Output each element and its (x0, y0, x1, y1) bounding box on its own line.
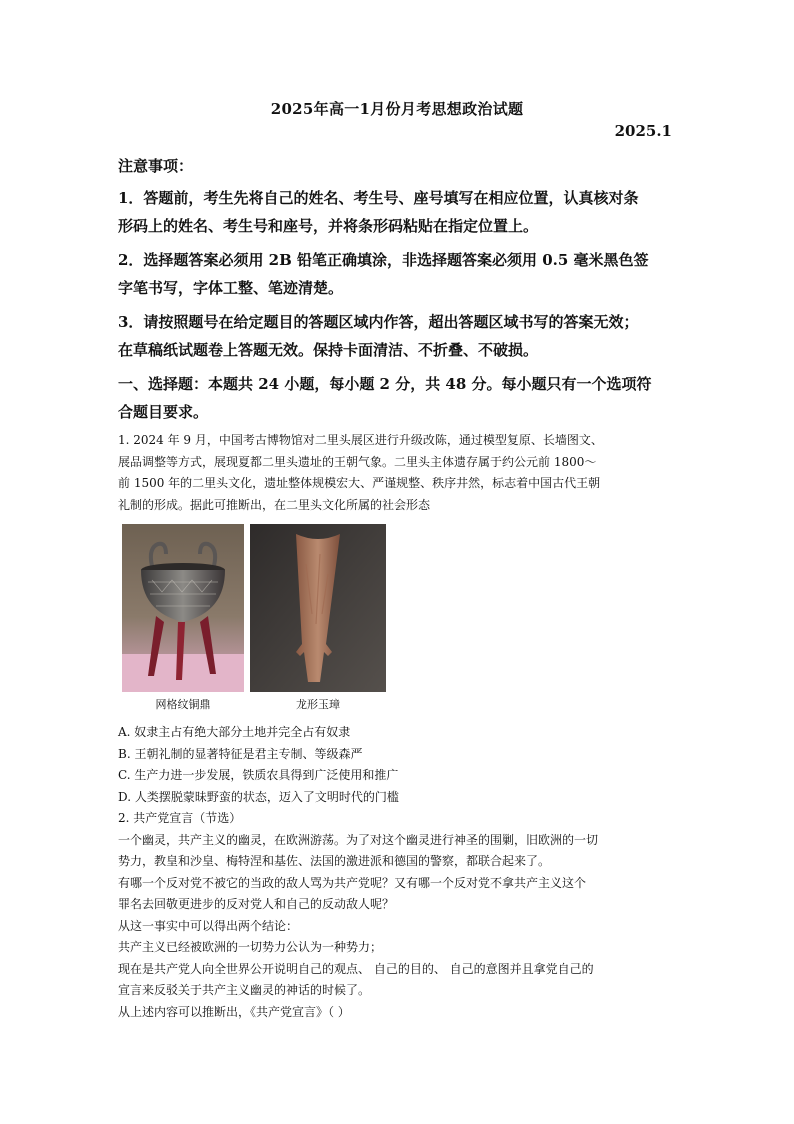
question-2-line-6: 从这一事实中可以得出两个结论： (118, 918, 299, 933)
question-1-stem (118, 430, 682, 516)
notice-item-1 (118, 184, 682, 240)
question-1-line-1: 1. 2024 年 9 月，中国考古博物馆对二里头展区进行升级改陈，通过模型复原、长墙图文、 (118, 433, 603, 447)
option-d: D. 人类摆脱蒙昧野蛮的状态，迈入了文明时代的门槛 (118, 789, 399, 804)
question-2-stem (118, 808, 682, 1023)
question-2-line-4: 有哪一个反对党不被它的当政的敌人骂为共产党呢？又有哪一个反对党不拿共产主义这个 (118, 875, 587, 890)
question-2-line-10: 从上述内容可以推断出，《共产党宣言》（ ） (118, 1004, 350, 1019)
question-2-line-3: 势力，教皇和沙皇、梅特涅和基佐、法国的激进派和德国的警察，都联合起来了。 (118, 854, 551, 868)
bronze-ding-image (122, 524, 244, 692)
question-1-line-3: 前 1500 年的二里头文化，遗址整体规模宏大、严谨规整、秩序井然，标志着中国古代王朝 (118, 476, 601, 490)
notice-item-1-line-2: 形码上的姓名、考生号和座号，并将条形码粘贴在指定位置上。 (118, 217, 539, 235)
option-a: A. 奴隶主占有绝大部分土地并完全占有奴隶 (118, 725, 351, 739)
exam-date: 2025.1 (614, 122, 672, 140)
section-heading-line-2: 合题目要求。 (118, 403, 209, 421)
question-2-line-5: 罪名去回敬更进步的反对党人和自己的反动敌人呢？ (118, 897, 395, 911)
jade-zhang-image (250, 524, 386, 692)
question-2-line-2: 一个幽灵，共产主义的幽灵，在欧洲游荡。为了对这个幽灵进行神圣的围剿，旧欧洲的一切 (118, 832, 599, 847)
notice-item-1-line-1: 1．答题前，考生先将自己的姓名、考生号、座号填写在相应位置，认真核对条 (118, 189, 639, 207)
question-1-line-2: 展品调整等方式，展现夏都二里头遗址的王朝气象。二里头主体遗存属于约公元前 1800～ (118, 454, 597, 469)
question-2-line-8: 现在是共产党人向全世界公开说明自己的观点、 自己的目的、 自己的意图并且拿党自己的 (118, 961, 594, 976)
section-heading-line-1: 一、选择题：本题共 24 小题，每小题 2 分，共 48 分。每小题只有一个选项符 (118, 375, 652, 393)
notice-item-2 (118, 246, 682, 302)
notice-item-3-line-1: 3．请按照题号在给定题目的答题区域内作答，超出答题区域书写的答案无效； (118, 313, 639, 331)
question-2-line-9: 宣言来反驳关于共产主义幽灵的神话的时候了。 (118, 983, 371, 997)
question-2-line-1: 2. 共产党宣言（节选） (118, 811, 242, 825)
section-heading (118, 370, 682, 426)
notice-item-2-line-2: 字笔书写，字体工整、笔迹清楚。 (118, 279, 344, 297)
question-1-line-4: 礼制的形成。据此可推断出，在二里头文化所属的社会形态 (118, 497, 431, 512)
page-title: 2025年高一1月份月考思想政治试题 (270, 100, 524, 118)
option-c: C. 生产力进一步发展，铁质农具得到广泛使用和推广 (118, 768, 399, 782)
figure-2-caption: 龙形玉璋 (296, 698, 340, 711)
question-2-line-7: 共产主义已经被欧洲的一切势力公认为一种势力； (118, 940, 383, 954)
question-1-options (118, 722, 682, 808)
figure-1-caption: 网格纹铜鼎 (155, 698, 211, 711)
question-1-figures (122, 524, 392, 714)
option-b: B. 王朝礼制的显著特征是君主专制、等级森严 (118, 746, 363, 761)
notice-item-3-line-2: 在草稿纸试题卷上答题无效。保持卡面清洁、不折叠、不破损。 (118, 341, 539, 359)
notice-item-2-line-1: 2．选择题答案必须用 2B 铅笔正确填涂，非选择题答案必须用 0.5 毫米黑色签 (118, 251, 649, 269)
notice-heading: 注意事项： (118, 157, 194, 175)
notice-item-3 (118, 308, 682, 364)
